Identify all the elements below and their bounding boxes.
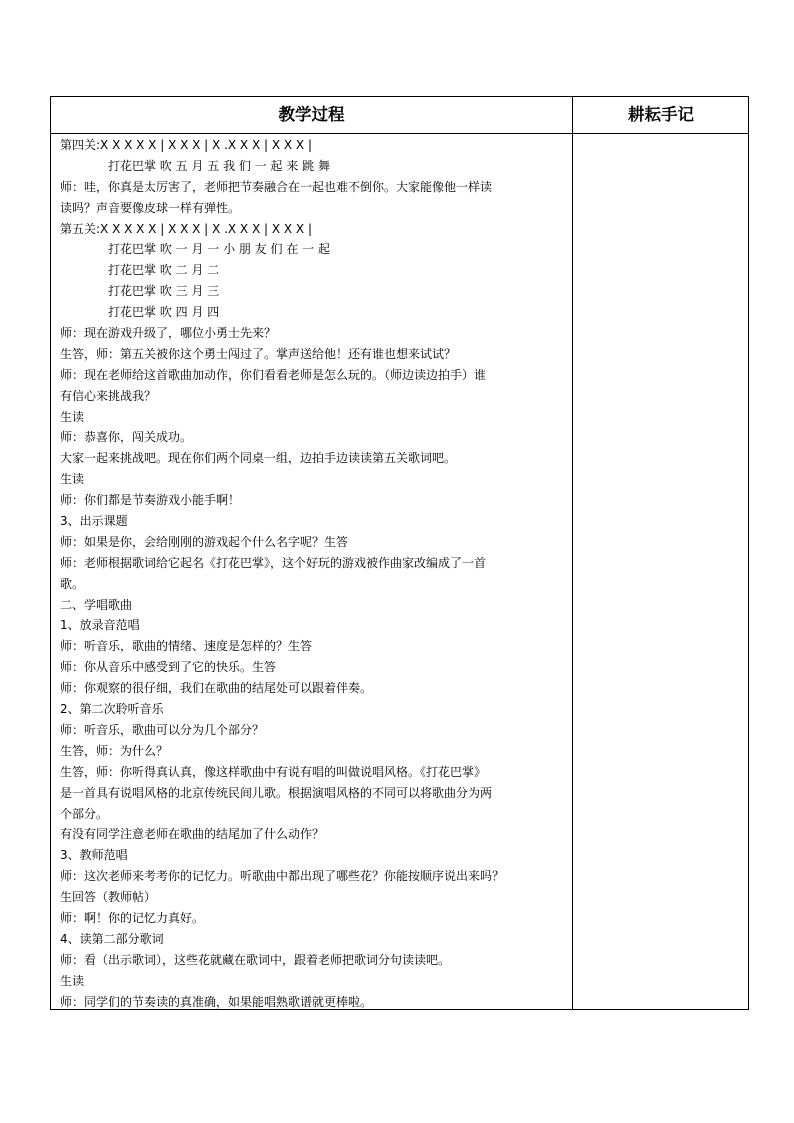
text-line: 师：老师根据歌词给它起名《打花巴掌》，这个好玩的游戏被作曲家改编成了一首 [60,555,487,570]
rhythm-line-level-5: 第五关:X X X X X | X X X | X .X X X | X X X | [60,221,313,236]
section-heading: 3、教师范唱 [60,848,128,863]
teaching-notes-header: 耕耘手记 [628,105,694,124]
text-line: 生回答（教师帖） [60,890,157,905]
section-heading: 4、读第二部分歌词 [60,931,164,946]
teaching-process-content [60,135,568,1012]
text-line: 师：你从音乐中感受到了它的快乐。生答 [60,660,277,675]
text-line: 歌。 [60,576,85,591]
text-line: 有信心来挑战我？ [60,388,157,403]
text-line: 师：啊！你的记忆力真好。 [60,910,205,925]
column-divider [572,97,573,1009]
text-line: 师：哇，你真是太厉害了，老师把节奏融合在一起也难不倒你。大家能像他一样读 [60,179,493,194]
text-line: 有没有同学注意老师在歌曲的结尾加了什么动作？ [60,827,325,842]
table-header-row [51,97,748,134]
lyric-line: 打花巴掌 吹 四 月 四 [108,305,220,320]
section-heading: 3、出示课题 [60,514,128,529]
text-line: 是一首具有说唱风格的北京传统民间儿歌。根据演唱风格的不同可以将歌曲分为两 [60,785,493,800]
text-line: 师：如果是你，会给刚刚的游戏起个什么名字呢？生答 [60,534,349,549]
text-line: 大家一起来挑战吧。现在你们两个同桌一组，边拍手边读读第五关歌词吧。 [60,451,457,466]
lyric-line: 打花巴掌 吹 三 月 三 [108,284,220,299]
text-line: 师：听音乐，歌曲的情绪、速度是怎样的？生答 [60,639,313,654]
text-line: 师：这次老师来考考你的记忆力。听歌曲中都出现了哪些花？你能按顺序说出来吗？ [60,869,505,884]
text-line: 师：看（出示歌词），这些花就藏在歌词中，跟着老师把歌词分句读读吧。 [60,952,451,967]
text-line: 生读 [60,973,85,988]
text-line: 生读 [60,472,85,487]
teaching-process-header: 教学过程 [278,105,345,124]
text-line: 生答，师：第五关被你这个勇士闯过了。掌声送给他！还有谁也想来试试？ [60,346,457,361]
text-line: 师：你们都是节奏游戏小能手啊！ [60,493,241,508]
section-heading: 1、放录音范唱 [60,618,140,633]
text-line: 师：同学们的节奏读的真准确，如果能唱熟歌谱就更棒啦。 [60,994,373,1009]
text-line: 师：你观察的很仔细，我们在歌曲的结尾处可以跟着伴奏。 [60,681,373,696]
text-line: 读吗？声音要像皮球一样有弹性。 [60,200,241,215]
lyric-line: 打花巴掌 吹 五 月 五 我 们 一 起 来 跳 舞 [108,158,330,173]
lyric-line: 打花巴掌 吹 二 月 二 [108,263,220,278]
section-heading: 2、第二次聆听音乐 [60,702,164,717]
text-line: 生答，师：为什么？ [60,743,169,758]
text-line: 师：听音乐，歌曲可以分为几个部分？ [60,722,265,737]
text-line: 生读 [60,409,85,424]
text-line: 生答，师：你听得真认真，像这样歌曲中有说有唱的叫做说唱风格。《打花巴掌》 [60,764,487,779]
lyric-line: 打花巴掌 吹 一 月 一 小 朋 友 们 在 一 起 [108,242,330,257]
text-line: 师：现在游戏升级了，哪位小勇士先来？ [60,326,277,341]
text-line: 师：恭喜你，闯关成功。 [60,430,193,445]
text-line: 师：现在老师给这首歌曲加动作，你们看看老师是怎么玩的。（师边读边拍手）谁 [60,367,487,382]
section-heading: 二、学唱歌曲 [60,597,133,612]
rhythm-line-level-4: 第四关:X X X X X | X X X | X .X X X | X X X | [60,138,313,152]
text-line: 个部分。 [60,806,109,821]
lesson-table [50,96,749,1010]
